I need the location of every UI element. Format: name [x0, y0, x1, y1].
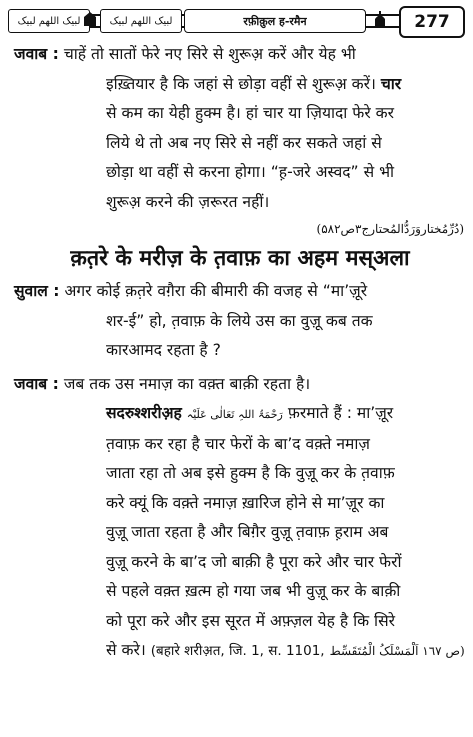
- header-tag-left: لبیک اللھم لبیک: [8, 9, 90, 33]
- line-text: शर-ई” हो, त़वाफ़ के लिये उस का वुज़ू कब तक: [106, 311, 373, 330]
- line-text: लिये थे तो अब नए सिरे से नहीं कर सकते जहां से: [106, 133, 382, 152]
- page-body: [14, 40, 466, 667]
- answer-2-line-7: [14, 548, 466, 578]
- header-title: रफ़ीक़ुल ह-रमैन: [184, 9, 366, 33]
- answer-2-line-5: [14, 489, 466, 519]
- line-text: करे क्यूं कि वक़्ते नमाज़ ख़ारिज होने से मा’ज़ूर का: [106, 493, 385, 512]
- answer-1-line-1: [14, 40, 466, 70]
- author-name: सदरुश्शरीअ़ह: [106, 404, 182, 422]
- answer-label: जवाब :: [14, 45, 59, 63]
- answer-1-line-5: [14, 158, 466, 188]
- question-label: सुवाल :: [14, 282, 60, 300]
- header-tag-right: لبیک اللھم لبیک: [100, 9, 182, 33]
- line-text: चाहें तो सातों फेरे नए सिरे से शुरूअ़ करें और येह भी: [63, 45, 356, 63]
- line-text: वुज़ू करने के बा’द जो बाक़ी है पूरा करे और चार फेरों: [106, 552, 402, 571]
- honorific-arabic: رَحْمَۃُ اللہِ تَعَالٰی عَلَیْہ: [186, 408, 283, 421]
- line-text: से पहले वक़्त ख़त्म हो गया जब भी वुज़ू कर के बाक़ी: [106, 582, 401, 600]
- line-text: फ़रमाते हैं : मा’ज़ूर: [287, 404, 394, 422]
- answer-1-line-4: [14, 129, 466, 159]
- answer-2-line-1: [14, 370, 466, 400]
- line-text: जाता रहा तो अब इसे हुक्म है कि वुज़ू कर के त़वाफ़: [106, 464, 395, 482]
- line-text: अगर कोई क़त़रे वग़ैरा की बीमारी की वजह से “मा’ज़ूरे: [64, 282, 368, 300]
- line-text: को पूरा करे और इस सूरत में अफ़्ज़ल येह है कि सिरे: [106, 611, 396, 630]
- line-text: जब तक उस नमाज़ का वक़्त बाक़ी रहता है।: [63, 374, 311, 393]
- line-text: से करे।: [106, 641, 146, 659]
- line-text: इख़्तियार है कि जहां से छोड़ा वहीं से शुरूअ़ करें।: [106, 74, 376, 93]
- answer-1-line-2: [14, 70, 466, 100]
- answer-2-line-8: [14, 577, 466, 607]
- page-header: [8, 6, 465, 36]
- question-line-2: [14, 307, 466, 337]
- answer-2-line-9: [14, 607, 466, 637]
- answer-1-line-3: [14, 99, 466, 129]
- answer-1-line-6: [14, 188, 466, 218]
- reference-arabic: (دُرِّمُختاروَرَدُّالمُحتارج۳ص۵۸۲): [316, 222, 464, 236]
- answer-2-line-6: [14, 518, 466, 548]
- question-line-1: [14, 277, 466, 307]
- line-text: कारआमद रहता है ?: [106, 341, 221, 359]
- reference-arabic-inline: ص ١٦٧ اَلْمَسْلَکُ الْمُتَقَسِّط): [329, 644, 465, 658]
- line-text: त़वाफ़ कर रहा है चार फेरों के बा’द वक़्ते नमाज़: [106, 434, 370, 453]
- answer-2-line-2: [14, 399, 466, 430]
- answer-2-line-10: [14, 636, 466, 667]
- line-text: वुज़ू जाता रहता है और बिग़ैर वुज़ू त़वाफ़ ह़राम अब: [106, 523, 389, 541]
- mosque-icon: [372, 11, 388, 27]
- kaaba-icon: [82, 11, 98, 27]
- section-heading: क़त़रे के मरीज़ के त़वाफ़ का अहम मस्अला: [70, 246, 410, 271]
- line-text: शुरूअ़ करने की ज़रूरत नहीं।: [106, 192, 270, 211]
- line-text: छोड़ा था वहीं से करना होगा। “ह़-जरे अस्वद” से भी: [106, 163, 395, 181]
- answer-label: जवाब :: [14, 374, 59, 393]
- line-text: से कम का येही हुक्म है। हां चार या ज़ियादा फेरे कर: [106, 104, 395, 122]
- bold-word: चार: [380, 74, 402, 93]
- answer-2-line-4: [14, 459, 466, 489]
- reference-hindi: (बहारे शरीअ़त, जि. 1, स. 1101,: [150, 643, 325, 659]
- question-line-3: [14, 336, 466, 366]
- answer-2-line-3: [14, 430, 466, 460]
- page-number: 277: [399, 6, 465, 38]
